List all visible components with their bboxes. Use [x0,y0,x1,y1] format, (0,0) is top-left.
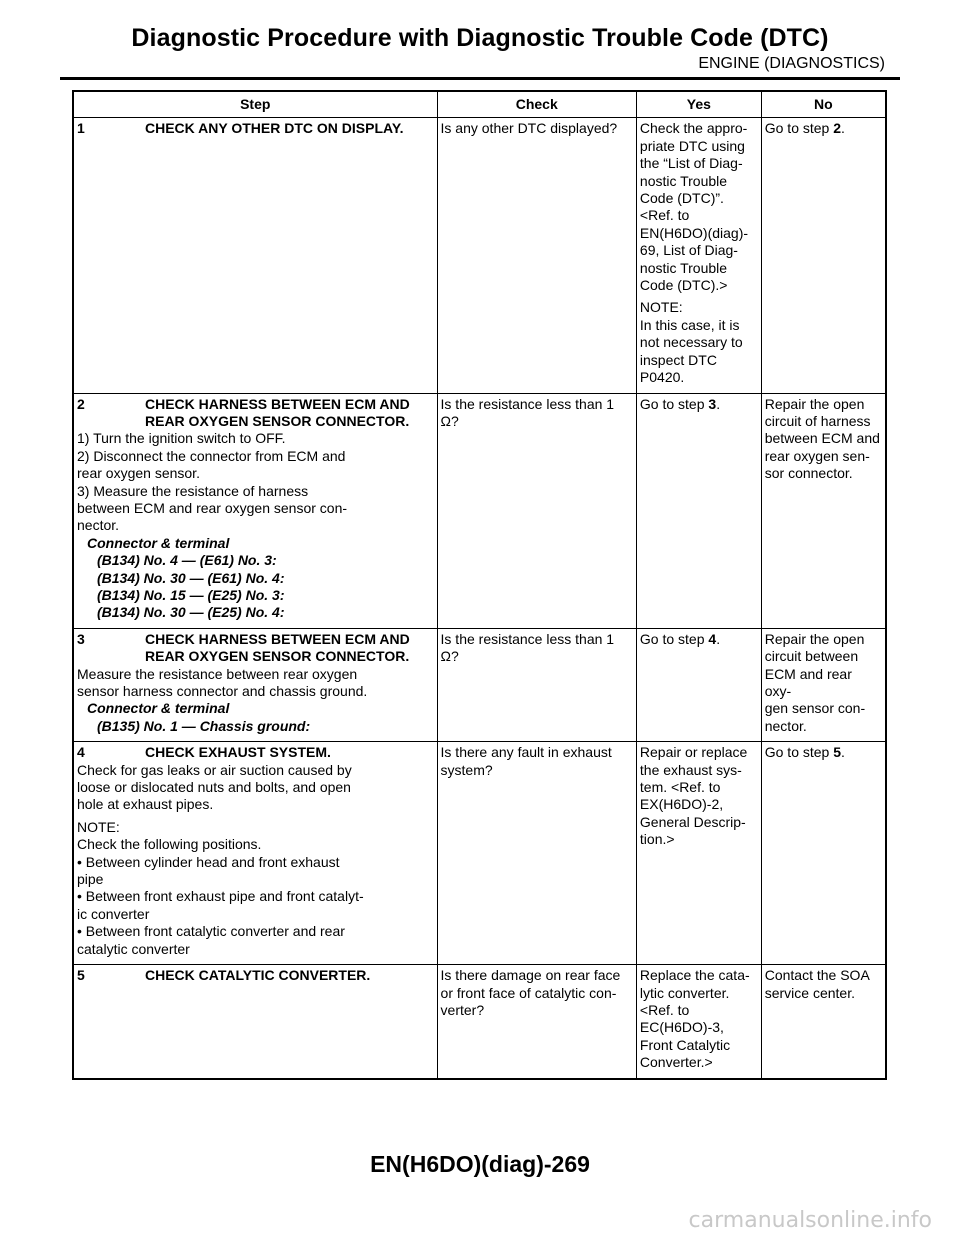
no-cell [761,628,886,741]
page-title: Diagnostic Procedure with Diagnostic Trouble Code (DTC) [131,24,829,52]
step-ref: 2 [833,120,842,137]
yes-line: tion.> [639,831,675,848]
yes-cell [636,118,761,393]
yes-line: Code (DTC)”. [639,190,724,207]
yes-line: EC(H6DO)-3, [639,1019,724,1036]
no-text-end: . [841,744,845,761]
yes-line: Front Catalytic [639,1036,731,1053]
check-cell [437,965,636,1079]
note-line: inspect DTC [639,351,717,368]
yes-line: <Ref. to [639,207,690,224]
procedure-table [72,90,887,1080]
desc-line: between ECM and rear oxygen sensor con- [77,499,348,516]
note-line: not necessary to [639,334,743,351]
check-line: Is the resistance less than 1 [440,630,615,647]
desc-line: 3) Measure the resistance of harness [77,482,309,499]
no-line: gen sensor con- [764,700,866,717]
desc-line: rear oxygen sensor. [77,465,200,482]
yes-line: nostic Trouble [639,259,728,276]
page-number: EN(H6DO)(diag)-269 [370,1151,590,1177]
no-cell [761,742,886,965]
step-heading: CHECK HARNESS BETWEEN ECM AND [145,630,410,647]
column-header-check: Check [437,91,636,118]
no-text: Go to step [764,120,834,137]
yes-cell [636,965,761,1079]
no-text: Go to step [764,744,834,761]
header-rule [60,77,900,80]
step-heading: CHECK ANY OTHER DTC ON DISPLAY. [145,120,404,137]
yes-cell [636,393,761,628]
step-cell [73,965,437,1079]
yes-line: tem. <Ref. to [639,779,721,796]
note-line: P0420. [639,369,685,386]
no-line: between ECM and [764,430,880,447]
no-cell [761,965,886,1079]
yes-line: nostic Trouble [639,172,728,189]
yes-text-end: . [716,395,721,412]
column-header-step: Step [73,91,437,118]
yes-line: Code (DTC).> [639,277,728,294]
no-line: circuit of harness [764,412,871,429]
note-line: ic converter [77,905,150,922]
check-text: Is any other DTC displayed? [440,120,618,137]
desc-line: nector. [77,517,120,534]
step-heading: CHECK CATALYTIC CONVERTER. [145,967,371,984]
no-line: Repair the open [764,630,865,647]
yes-line: Converter.> [639,1054,713,1071]
desc-line: sensor harness connector and chassis ground. [77,683,368,699]
connector-terminal: (B135) No. 1 — Chassis ground: [97,717,311,734]
check-line: Is the resistance less than 1 [440,395,615,412]
no-line: Contact the SOA [764,967,870,984]
yes-line: <Ref. to [639,1001,690,1018]
step-ref: 5 [833,744,842,761]
yes-line: 69, List of Diag- [639,242,738,259]
check-cell [437,742,636,965]
check-cell [437,393,636,628]
step-ref: 4 [708,630,717,647]
step-heading: REAR OXYGEN SENSOR CONNECTOR. [145,412,410,429]
desc-line: Measure the resistance between rear oxygen [77,665,358,682]
check-cell [437,118,636,393]
section-label: ENGINE (DIAGNOSTICS) [698,55,885,72]
step-cell [73,393,437,628]
yes-text-end: . [716,630,721,647]
step-description [77,762,434,814]
connector-heading: Connector & terminal [87,534,230,551]
desc-line: 1) Turn the ignition switch to OFF. [77,430,286,447]
table-row [73,393,886,628]
check-line: Is there damage on rear face [440,967,621,984]
yes-line: EN(H6DO)(diag)- [639,224,749,241]
step-cell [73,118,437,393]
table-row [73,965,886,1079]
yes-cell [636,742,761,965]
connector-terminal: (B134) No. 4 — (E61) No. 3: [97,552,277,569]
table-row [73,118,886,393]
desc-line: loose or dislocated nuts and bolts, and open [77,779,351,796]
desc-line: 2) Disconnect the connector from ECM and [77,447,346,464]
yes-line: Check the appro- [639,120,748,137]
note-line: In this case, it is [639,316,740,333]
watermark: carmanualsonline.info [688,1208,932,1233]
note-line: pipe [77,871,104,888]
check-line: verter? [440,1001,485,1018]
note-line: Check the following positions. [77,836,262,853]
note-label: NOTE: [639,299,683,316]
step-number: 3 [77,630,85,647]
yes-line: General Descrip- [639,813,746,830]
check-line: or front face of catalytic con- [440,984,617,1001]
step-number: 1 [77,120,85,137]
table-row [73,742,886,965]
no-line: Repair the open [764,395,865,412]
step-number: 5 [77,967,85,984]
no-line: nector. [764,717,807,734]
no-line: rear oxygen sen- [764,447,870,464]
column-header-no: No [761,91,886,118]
check-line: Is there any fault in exhaust [440,744,612,761]
no-line: service center. [764,984,855,1001]
no-text-end: . [841,120,845,137]
step-description [77,666,434,701]
yes-line: the exhaust sys- [639,761,742,778]
yes-line: EX(H6DO)-2, [639,796,724,813]
yes-line: lytic converter. [639,984,730,1001]
table-header-row [73,91,886,118]
connector-heading: Connector & terminal [87,700,230,717]
connector-terminal: (B134) No. 30 — (E25) No. 4: [97,604,285,621]
yes-line: Repair or replace [639,744,748,761]
step-cell [73,742,437,965]
connector-terminal: (B134) No. 30 — (E61) No. 4: [97,569,285,586]
check-line: Ω? [440,648,459,665]
desc-line: hole at exhaust pipes. [77,796,214,813]
step-heading: CHECK EXHAUST SYSTEM. [145,744,331,761]
column-header-yes: Yes [636,91,761,118]
yes-text: Go to step [639,395,709,412]
no-line: circuit between [764,648,859,665]
step-heading: REAR OXYGEN SENSOR CONNECTOR. [145,648,410,665]
yes-line: Replace the cata- [639,967,750,984]
no-cell [761,118,886,393]
yes-line: priate DTC using [639,137,745,154]
step-description [77,430,434,534]
step-number: 4 [77,744,85,761]
note-line: catalytic converter [77,940,190,957]
step-ref: 3 [708,395,717,412]
no-cell [761,393,886,628]
connector-terminal: (B134) No. 15 — (E25) No. 3: [97,586,285,603]
note-line: • Between front catalytic converter and rear [77,923,345,940]
desc-line: Check for gas leaks or air suction caused by [77,761,352,778]
yes-cell [636,628,761,741]
no-line: ECM and rear oxy- [764,665,852,699]
no-line: sor connector. [764,465,853,482]
check-line: Ω? [440,412,459,429]
note-line: • Between front exhaust pipe and front catalyt- [77,888,364,905]
table-row [73,628,886,741]
check-cell [437,628,636,741]
note-label: NOTE: [77,818,120,835]
yes-line: the “List of Diag- [639,155,743,172]
step-heading: CHECK HARNESS BETWEEN ECM AND [145,395,410,412]
check-line: system? [440,761,493,778]
yes-text: Go to step [639,630,709,647]
step-number: 2 [77,395,85,412]
note-line: • Between cylinder head and front exhaust [77,853,340,870]
step-cell [73,628,437,741]
